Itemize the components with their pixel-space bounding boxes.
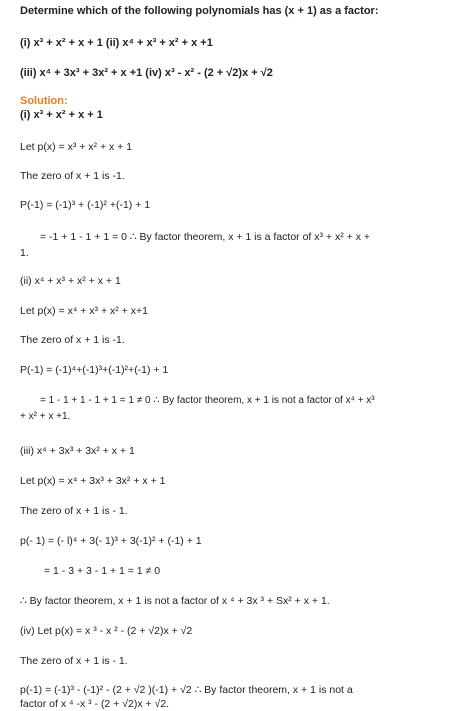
part3-let: Let p(x) = x⁴ + 3x³ + 3x² + x + 1: [20, 475, 166, 487]
question-title: Determine which of the following polynomials has (x + 1) as a factor:: [20, 5, 379, 17]
part4-eval: p(-1) = (-1)³ - (-1)² - (2 + √2 )(-1) + √2 ∴ By factor theorem, x + 1 is not a: [20, 684, 353, 696]
part2-zero: The zero of x + 1 is -1.: [20, 334, 125, 346]
part4-eval-cont: factor of x ⁴ -x ³ - (2 + √2)x + √2.: [20, 698, 170, 710]
part4-zero: The zero of x + 1 is - 1.: [20, 655, 128, 667]
part1-zero: The zero of x + 1 is -1.: [20, 170, 125, 182]
part1-label: (i) x³ + x² + x + 1: [20, 109, 103, 121]
part1-let: Let p(x) = x³ + x² + x + 1: [20, 141, 133, 153]
question-options-2: (iii) x⁴ + 3x³ + 3x² + x +1 (iv) x³ - x² - (2 + √2)x + √2: [20, 67, 273, 79]
solution-heading: Solution:: [20, 95, 68, 107]
part2-result-cont: + x² + x +1.: [20, 411, 71, 422]
part3-label: (iii) x⁴ + 3x³ + 3x² + x + 1: [20, 445, 135, 457]
part3-conclusion: ∴ By factor theorem, x + 1 is not a factor of x ⁴ + 3x ³ + Sx² + x + 1.: [20, 595, 330, 607]
part3-result: = 1 - 3 + 3 - 1 + 1 = 1 ≠ 0: [44, 565, 161, 577]
part1-result-cont: 1.: [20, 247, 29, 259]
part4-let: (iv) Let p(x) = x ³ - x ² - (2 + √2)x + √2: [20, 625, 193, 637]
part1-result: = -1 + 1 - 1 + 1 = 0 ∴ By factor theorem, x + 1 is a factor of x³ + x² + x +: [40, 231, 370, 243]
part3-eval: p(- 1) = (- l)⁴ + 3(- 1)³ + 3(-1)² + (-1) + 1: [20, 535, 202, 547]
part2-result: = 1 - 1 + 1 - 1 + 1 = 1 ≠ 0 ∴ By factor theorem, x + 1 is not a factor of x⁴ + x³: [40, 395, 375, 406]
part2-let: Let p(x) = x⁴ + x³ + x² + x+1: [20, 305, 148, 317]
part2-label: (ii) x⁴ + x³ + x² + x + 1: [20, 275, 121, 287]
part1-eval: P(-1) = (-1)³ + (-1)² +(-1) + 1: [20, 199, 151, 211]
part2-eval: P(-1) = (-1)⁴+(-1)³+(-1)²+(-1) + 1: [20, 364, 169, 376]
question-options-1: (i) x³ + x² + x + 1 (ii) x⁴ + x³ + x² + x +1: [20, 37, 213, 49]
part3-zero: The zero of x + 1 is - 1.: [20, 505, 128, 517]
